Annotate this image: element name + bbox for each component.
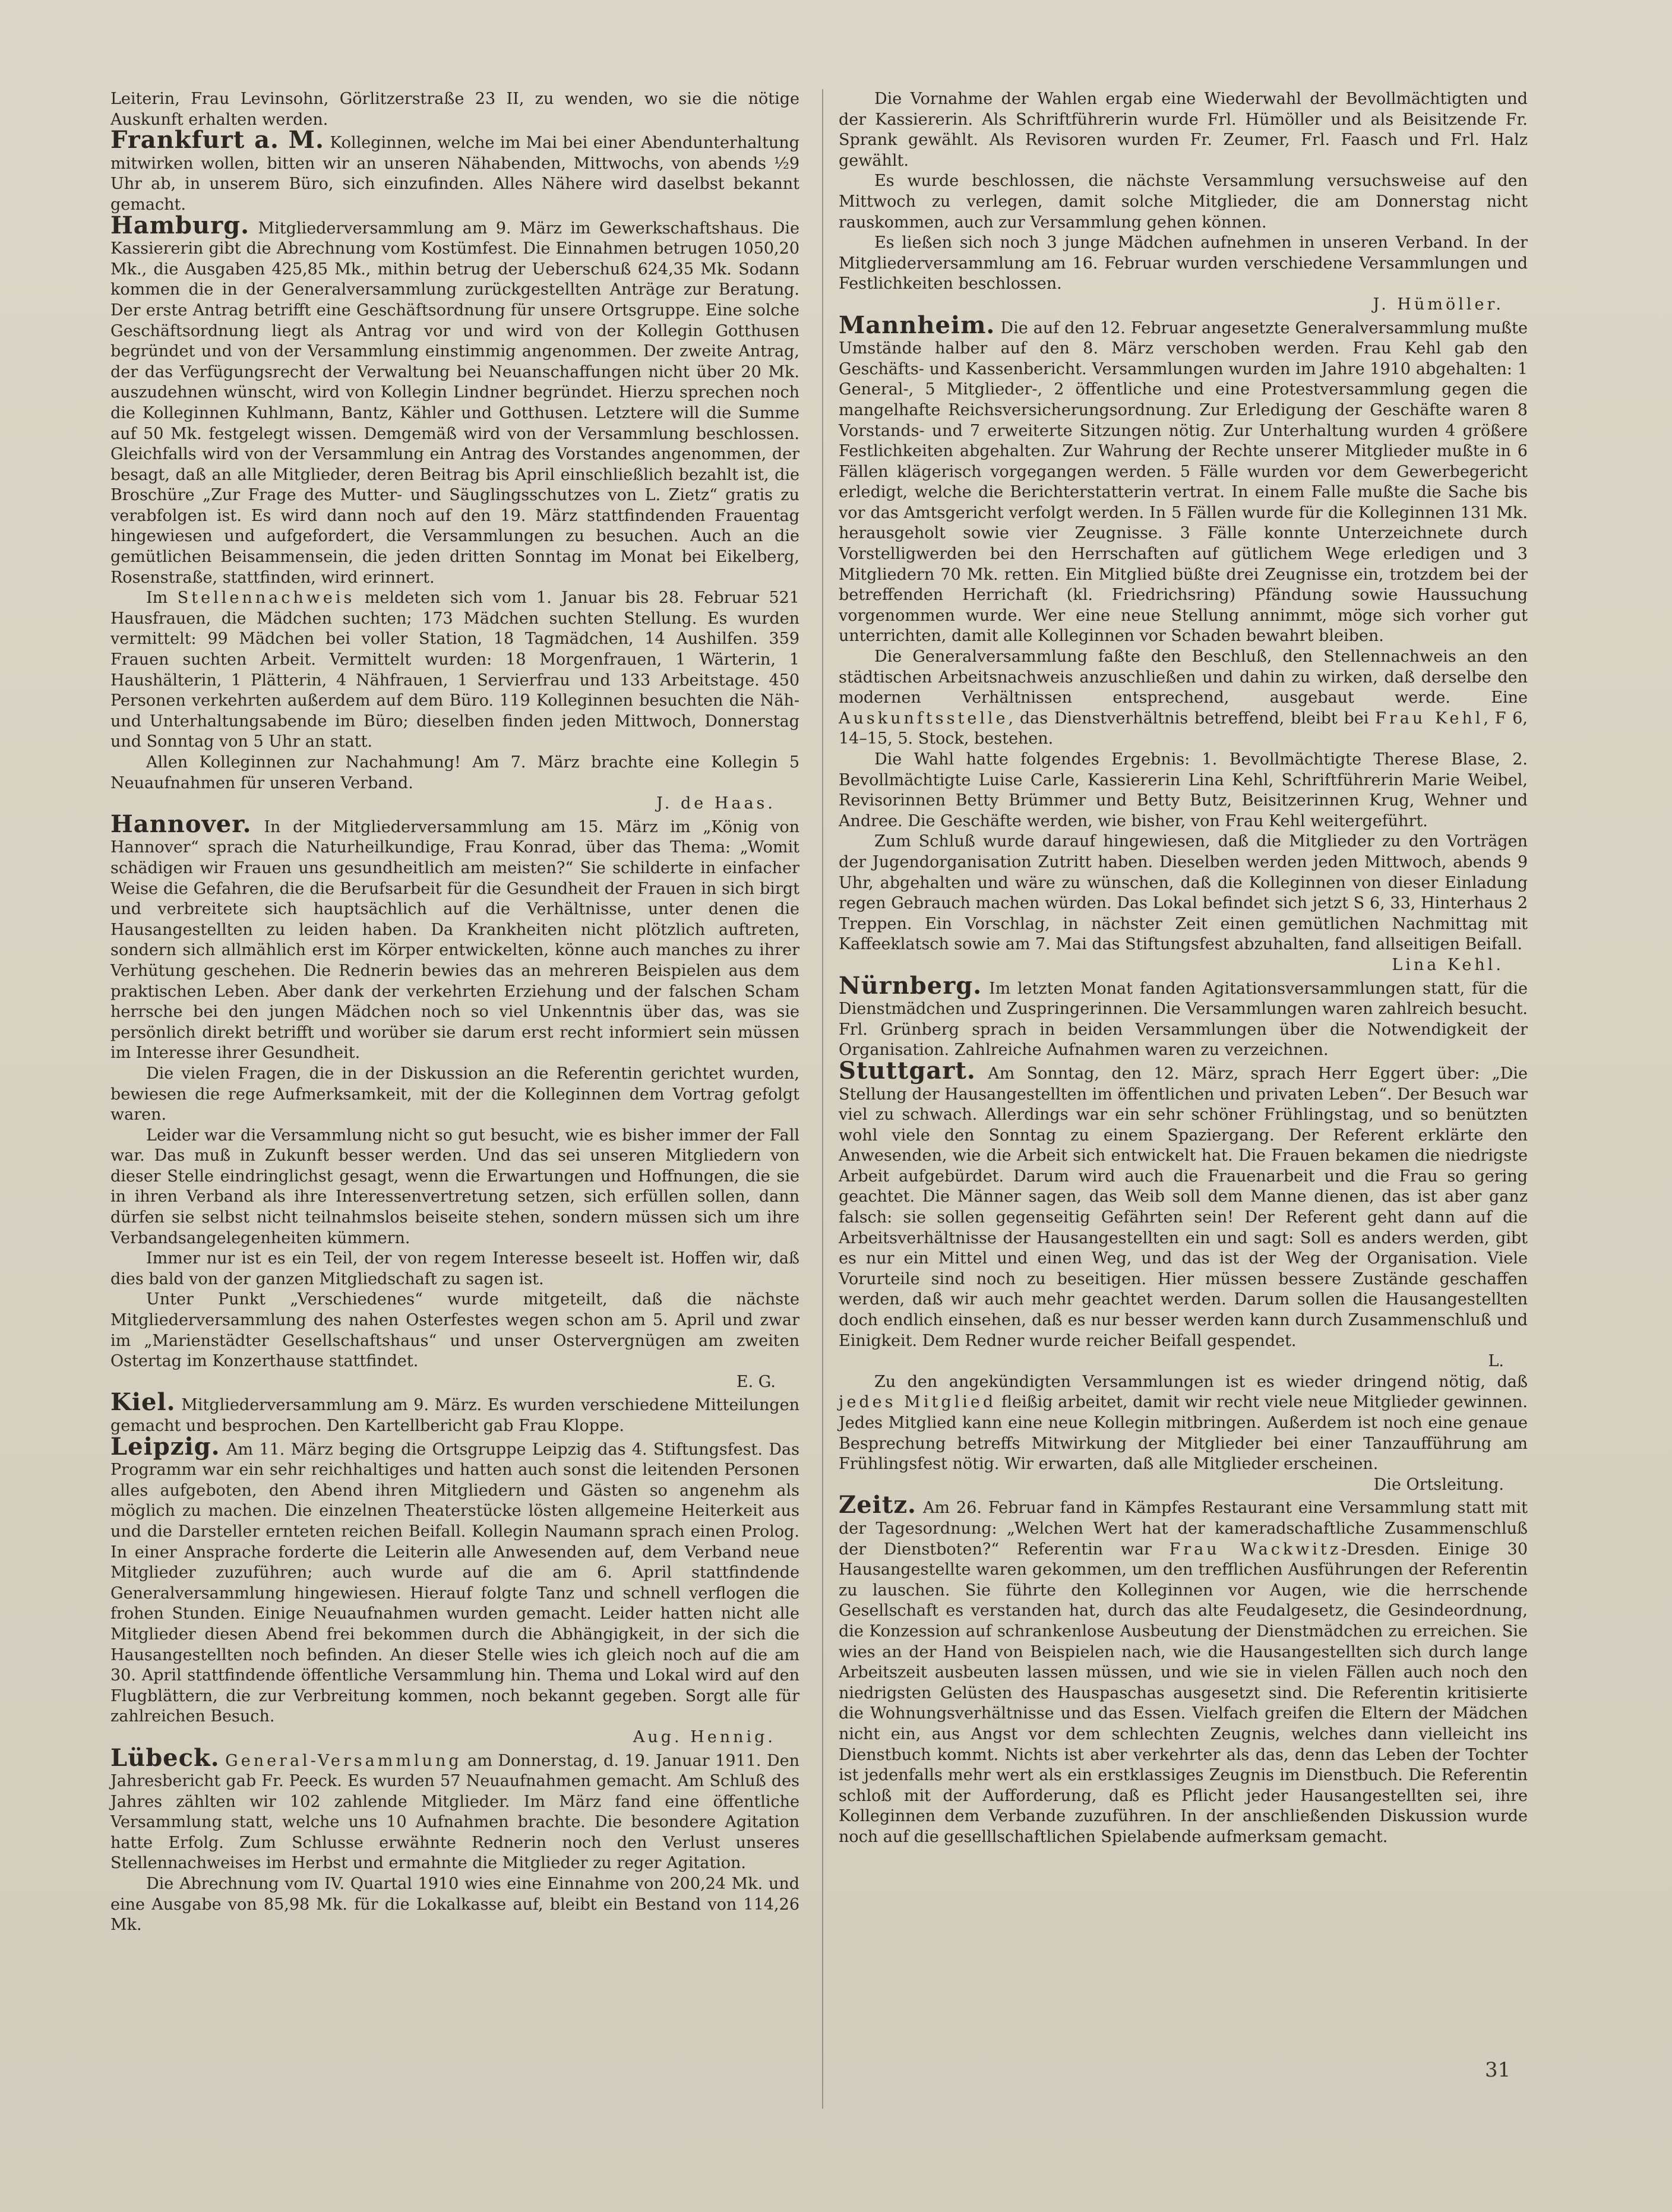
hannover-text: In der Mitgliederversammlung am 15. März im „König von Hannover“ sprach die Naturheilkundige, Frau Konrad, über das Thema: „Womit schädigen wir Frauen uns gesundheitlich am meisten?“ Sie schilderte in einfacher Weise die Gefahren, die die Berufsarbeit für die Gesundheit der Frauen in sich birgt und verbreitete sich hauptsächlich auf die Verhältnisse, unter denen die Hausangestellten zu leiden haben. Da Krankheiten nicht plötzlich auftreten, sondern sich allmählich erst im Körper entwickelten, könne auch manches zu ihrer Verhütung geschehen. Die Rednerin bewies das an mehreren Beispielen aus dem praktischen Leben. Aber dank der verkehrten Erziehung und der falschen Scham herrsche bei den jungen Mädchen noch so viel Unkenntnis über das, was sie persönlich direkt betrifft und worüber sie darum erst recht informiert sein müssen im Interesse ihrer Gesundheit. bbox=[110, 817, 799, 1063]
hamburg-stelle-text: meldeten sich vom 1. Januar bis 28. Februar 521 Hausfrauen, die Mädchen suchten; 173 Mädchen suchten Stellung. Es wurden vermittelt: 99 Mädchen bei voller Station, 18 Tagmädchen, 14 Aushilfen. 359 Frauen suchten Arbeit. Vermittelt wurden: 18 Morgenfrauen, 1 Wärterin, 1 Haushälterin, 1 Plätterin, 4 Nähfrauen, 1 Servierfrau und 133 Arbeitstage. 450 Personen verkehrten außerdem auf dem Büro. 119 Kolleginnen besuchten die Näh- und Unterhaltungsabende im Büro; dieselben finden jeden Mittwoch, Donnerstag und Sonntag von 5 Uhr an statt. bbox=[110, 589, 799, 751]
left-column bbox=[110, 89, 799, 1936]
mannheim-signature: Lina Kehl. bbox=[1392, 955, 1504, 974]
nuernberg-heading: Nürnberg. bbox=[839, 971, 982, 1000]
stellennachweis-spaced: Stellennachweis bbox=[177, 589, 355, 608]
luebeck-heading: Lübeck. bbox=[110, 1743, 220, 1772]
page-number: 31 bbox=[1485, 2058, 1511, 2082]
frankfurt-report bbox=[110, 126, 799, 215]
levinsohn-paragraph: Leiterin, Frau Levinsohn, Görlitzerstraße 23 II, zu wenden, wo sie die nötige Auskunft erhalten werden. bbox=[110, 90, 799, 129]
mannheim-paragraph-2 bbox=[839, 647, 1528, 750]
stuttgart-signature: L. bbox=[1488, 1352, 1504, 1371]
hannover-paragraph-5: Unter Punkt „Verschiedenes“ wurde mitgeteilt, daß die nächste Mitgliederversammlung des nahen Osterfestes wegen schon am 5. April und zwar im „Marienstädter Gesellschaftshaus“ und unser Ostervergnügen am zweiten Ostertag im Konzerthause stattfindet. bbox=[110, 1290, 799, 1371]
luebeck-text: am Donnerstag, d. 19. Januar 1911. Den Jahresbericht gab Fr. Peeck. Es wurden 57 Neuaufnahmen gemacht. Am Schluß des Jahres zählten wir 102 zahlende Mitglieder. Im März fand eine öffentliche Versammlung statt, welche uns 10 Aufnahmen brachte. Die besondere Agitation hatte Erfolg. Zum Schlusse erwähnte Rednerin noch den Verlust unseres Stellennachweises im Herbst und ermahnte die Mitglieder zu reger Agitation. bbox=[110, 1751, 799, 1873]
luebeck-report bbox=[110, 1743, 799, 1875]
leipzig-signature: Aug. Hennig. bbox=[633, 1727, 776, 1746]
right-column bbox=[839, 89, 1528, 1847]
mannheim-p2-c: , F 6, 14–15, 5. Stock, bestehen. bbox=[839, 709, 1528, 748]
stuttgart-p2-b: fleißig arbeitet, damit wir recht viele neue Mitglieder gewinnen. Jedes Mitglied kann eine neue Kollegin mitbringen. Außerdem ist noch eine genaue Besprechung betreffs Mitwirkung der Mitglieder bei einer Tanzaufführung am Frühlingsfest nötig. Wir erwarten, daß alle Mitglieder erscheinen. bbox=[839, 1393, 1528, 1474]
hamburg-report bbox=[110, 211, 799, 589]
frankfurt-heading: Frankfurt a. M. bbox=[110, 126, 324, 154]
hamburg-stelle-intro: Im bbox=[146, 589, 168, 608]
frankfurt-text: Kolleginnen, welche im Mai bei einer Abendunterhaltung mitwirken wollen, bitten wir an unseren Nähabenden, Mittwochs, von abends ½9 Uhr ab, in unserem Büro, sich einzufinden. Alles Nähere wird daselbst bekannt gemacht. bbox=[110, 134, 799, 214]
zeitz-text-a: Am 26. Februar fand in Kämpfes Restaurant eine Versammlung statt mit der Tagesordnung: „Welchen Wert hat der kameradschaftliche Zusammenschluß der Dienstboten?“ Referentin war bbox=[839, 1499, 1528, 1559]
kiel-report bbox=[110, 1388, 799, 1436]
hannover-paragraph-4: Immer nur ist es ein Teil, der von regem Interesse beseelt ist. Hoffen wir, daß dies bald von der ganzen Mitgliedschaft zu sagen ist. bbox=[110, 1249, 799, 1288]
hannover-signature: E. G. bbox=[736, 1372, 776, 1391]
stuttgart-heading: Stuttgart. bbox=[839, 1056, 976, 1085]
hamburg-text: Mitgliederversammlung am 9. März im Gewerkschaftshaus. Die Kassiererin gibt die Abrechnung vom Kostümfest. Die Einnahmen betrugen 1050,20 Mk., die Ausgaben 425,85 Mk., mithin betrug der Ueberschuß 624,35 Mk. Sodann kommen die in der Generalversammlung zurückgestellten Anträge zur Beratung. Der erste Antrag betrifft eine Geschäftsordnung für unsere Ortsgruppe. Eine solche Geschäftsordnung liegt als Antrag vor und wird von der Kollegin Gotthusen begründet und von der Versammlung einstimmig angenommen. Der zweite Antrag, der das Verfügungsrecht der Verwaltung bei Neuanschaffungen nicht über 20 Mk. auszudehnen wünscht, wird von Kollegin Lindner begründet. Hierzu sprechen noch die Kolleginnen Kuhlmann, Bantz, Kähler und Gotthusen. Letztere will die Summe auf 50 Mk. festgelegt wissen. Demgemäß wird von der Versammlung beschlossen. Gleichfalls wird von der Versammlung ein Antrag des Vorstandes angenommen, der besagt, daß an alle Mitglieder, deren Beitrag bis April einschließlich bezahlt ist, die Broschüre „Zur Frage des Mutter- und Säuglingsschutzes von L. Zietz“ gratis zu verabfolgen ist. Es wird dann noch auf den 19. März stattfindenden Frauentag hingewiesen und aufgefordert, die Versammlungen zu besuchen. Auch an die gemütlichen Beisammensein, die jeden dritten Sonntag im Monat bei Eikelberg, Rosenstraße, stattfinden, wird erinnert. bbox=[110, 219, 799, 587]
zeitz-heading: Zeitz. bbox=[839, 1491, 916, 1519]
kiel-text: Mitgliederversammlung am 9. März. Es wurden verschiedene Mitteilungen gemacht und besprochen. Den Kartellbericht gab Frau Kloppe. bbox=[110, 1396, 799, 1435]
mittwoch-paragraph: Es wurde beschlossen, die nächste Versammlung versuchsweise auf den Mittwoch zu verlegen, damit solche Mitglieder, die am Donnerstag nicht rauskommen, auch zur Versammlung gehen können. bbox=[839, 172, 1528, 232]
nuernberg-report bbox=[839, 971, 1528, 1061]
mannheim-report bbox=[839, 311, 1528, 647]
hannover-paragraph-2: Die vielen Fragen, die in der Diskussion an die Referentin gerichtet wurden, bewiesen die rege Aufmerksamkeit, mit der die Kolleginnen dem Vortrag gefolgt waren. bbox=[110, 1064, 799, 1124]
column-divider bbox=[822, 89, 823, 2109]
aufnahmen-paragraph: Es ließen sich noch 3 junge Mädchen aufnehmen in unseren Verband. In der Mitgliederversammlung am 16. Februar wurden verschiedene Versammlungen und Festlichkeiten beschlossen. bbox=[839, 233, 1528, 293]
mannheim-paragraph-4: Zum Schluß wurde darauf hingewiesen, daß die Mitglieder zu den Vorträgen der Jugendorganisation Zutritt haben. Dieselben werden jeden Mittwoch, abends 9 Uhr, abgehalten und wäre zu wünschen, daß die Kolleginnen von dieser Einladung regen Gebrauch machen würden. Das Lokal befindet sich jetzt S 6, 33, Hinterhaus 2 Treppen. Ein Vorschlag, in nächster Zeit einen gemütlichen Nachmittag mit Kaffeeklatsch sowie am 7. Mai das Stiftungsfest abzuhalten, fand allseitigen Beifall. bbox=[839, 832, 1528, 954]
huemoeller-signature: J. Hümöller. bbox=[1373, 295, 1504, 314]
leipzig-report bbox=[110, 1432, 799, 1727]
stuttgart-report bbox=[839, 1056, 1528, 1351]
wackwitz-spaced: Frau Wackwitz bbox=[1169, 1540, 1342, 1559]
mannheim-p2-a: Die Generalversammlung faßte den Beschluß, den Stellennachweis an den städtischen Arbeitsnachweis anzuschließen und dahin zu wirken, daß derselbe den modernen Verhältnissen entsprechend, ausgebaut werde. Eine bbox=[839, 647, 1528, 707]
auskunftsstelle-spaced: Auskunftsstelle bbox=[839, 709, 1009, 728]
hannover-report bbox=[110, 810, 799, 1064]
stuttgart-paragraph-2 bbox=[839, 1372, 1528, 1475]
hamburg-closing: Allen Kolleginnen zur Nachahmung! Am 7. März brachte eine Kollegin 5 Neuaufnahmen für unseren Verband. bbox=[110, 753, 799, 792]
hamburg-signature: J. de Haas. bbox=[656, 794, 776, 813]
hannover-heading: Hannover. bbox=[110, 810, 252, 838]
stuttgart-p2-a: Zu den angekündigten Versammlungen ist es wieder dringend nötig, daß bbox=[874, 1372, 1528, 1391]
leipzig-heading: Leipzig. bbox=[110, 1432, 220, 1461]
mannheim-paragraph-3: Die Wahl hatte folgendes Ergebnis: 1. Bevollmächtigte Therese Blase, 2. Bevollmächtigte Luise Carle, Kassiererin Lina Kehl, Schriftführerin Marie Weibel, Revisorinnen Betty Brümmer und Betty Butz, Beisitzerinnen Krug, Wehner und Andree. Die Geschäfte werden, wie bisher, von Frau Kehl weitergeführt. bbox=[839, 750, 1528, 830]
frau-kehl-spaced: Frau Kehl bbox=[1375, 709, 1484, 728]
hamburg-heading: Hamburg. bbox=[110, 211, 250, 239]
hannover-paragraph-3: Leider war die Versammlung nicht so gut besucht, wie es bisher immer der Fall war. Das muß in Zukunft besser werden. Und das sei unseren Mitgliedern von dieser Stelle eindringlichst gesagt, wenn die Erwartungen und Hoffnungen, die sie in ihren Verband als ihre Interessenvertretung setzen, sich erfüllen sollen, dann dürfen sie selbst nicht teilnahmslos beiseite stehen, sondern müssen sich um ihre Verbandsangelegenheiten kümmern. bbox=[110, 1126, 799, 1247]
zeitz-report bbox=[839, 1491, 1528, 1847]
kiel-heading: Kiel. bbox=[110, 1388, 176, 1417]
leipzig-text: Am 11. März beging die Ortsgruppe Leipzig das 4. Stiftungsfest. Das Programm war ein sehr reichhaltiges und hatten auch sonst die leitenden Personen alles aufgeboten, den Abend ihren Mitgliedern und Gästen so angenehm als möglich zu machen. Die einzelnen Theaterstücke lösten allgemeine Heiterkeit aus und die Darsteller ernteten reichen Beifall. Kollegin Naumann sprach einen Prolog. In einer Ansprache forderte die Leiterin alle Anwesenden auf, dem Verband neue Mitglieder zuzuführen; auch wurde auf die am 6. April stattfindende Generalversammlung hingewiesen. Hierauf folgte Tanz und schnell verflogen die frohen Stunden. Einige Neuaufnahmen wurden gemacht. Leider hatten nicht alle Mitglieder diesen Abend frei bekommen durch die Abhängigkeit, in der sich die Hausangestellten noch befinden. An dieser Stelle wies ich gleich noch auf die am 30. April stattfindende öffentliche Versammlung hin. Thema und Lokal wird auf den Flugblättern, die zur Verbreitung kommen, noch bekannt gegeben. Sorgt alle für zahlreichen Besuch. bbox=[110, 1440, 799, 1726]
mannheim-heading: Mannheim. bbox=[839, 311, 995, 339]
ortsleitung-signature: Die Ortsleitung. bbox=[1373, 1475, 1504, 1494]
luebeck-paragraph-2: Die Abrechnung vom IV. Quartal 1910 wies eine Einnahme von 200,24 Mk. und eine Ausgabe von 85,98 Mk. für die Lokalkasse auf, bleibt ein Bestand von 114,26 Mk. bbox=[110, 1875, 799, 1935]
nuernberg-text: Im letzten Monat fanden Agitationsversammlungen statt, für die Dienstmädchen und Zuspringerinnen. Die Versammlungen waren zahlreich besucht. Frl. Grünberg sprach in beiden Versammlungen über die Notwendigkeit der Organisation. Zahlreiche Aufnahmen waren zu verzeichnen. bbox=[839, 979, 1528, 1060]
mannheim-text: Die auf den 12. Februar angesetzte Generalversammlung mußte Umstände halber auf den 8. März verschoben werden. Frau Kehl gab den Geschäfts- und Kassenbericht. Versammlungen wurden im Jahre 1910 abgehalten: 1 General-, 5 Mitglieder-, 2 öffentliche und eine Protestversammlung gegen die mangelhafte Reichsversicherungsordnung. Zur Erledigung der Geschäfte waren 8 Vorstands- und 7 erweiterte Sitzungen nötig. Zur Unterhaltung wurden 4 größere Festlichkeiten abgehalten. Zur Wahrung der Rechte unserer Mitglieder mußte in 6 Fällen klägerisch vorgegangen werden. 5 Fälle wurden vor dem Gewerbegericht erledigt, welche die Berichterstatterin vertrat. In einem Falle mußte die Sache bis vor das Amtsgericht verfolgt werden. In 5 Fällen wurde für die Kolleginnen 131 Mk. herausgeholt sowie vier Zeugnisse. 3 Fälle konnte Unterzeichnete durch Vorstelligwerden bei den Herrschaften auf gütlichem Wege erledigen und 3 Mitgliedern 70 Mk. retten. Ein Mitglied büßte drei Zeugnisse ein, trotzdem bei der betreffenden Herrichaft (kl. Friedrichsring) Pfändung sowie Haussuchung vorgenommen wurde. Wer eine neue Stellung annimmt, möge sich vorher gut unterrichten, damit alle Kolleginnen vor Schaden bewahrt bleiben. bbox=[839, 318, 1528, 646]
mannheim-p2-b: , das Dienstverhältnis betreffend, bleibt bei bbox=[1008, 709, 1369, 728]
luebeck-generalversammlung: General-Versammlung bbox=[225, 1751, 462, 1770]
zeitz-text-b: -Dresden. Einige 30 Hausangestellte waren gekommen, um den trefflichen Ausführungen der Referentin zu lauschen. Sie führte den Kolleginnen vor Augen, wie die herrschende Gesellschaft es verstanden hat, durch das alte Feudalgesetz, die Gesindeordnung, die Konzession auf schrankenlose Ausbeutung der Dienstmädchen zu erreichen. Sie wies an der Hand von Beispielen nach, wie die Hausangestellten sich durch lange Arbeitszeit ausbeuten lassen müssen, und wie sie in vielen Fällen auch noch den niedrigsten Gelüsten des Hauspaschas ausgesetzt sind. Die Referentin kritisierte die Wohnungsverhältnisse und das Essen. Vielfach greifen die Eltern der Mädchen nicht ein, aus Angst vor dem schlechten Zeugnis, welches dann vielleicht ins Dienstbuch kommt. Nichts ist aber verkehrter als das, denn das Leben der Tochter ist jedenfalls mehr wert als ein erstklassiges Zeugnis im Dienstbuch. Die Referentin schloß mit der Aufforderung, daß es Pflicht jeder Hausangestellten sei, ihre Kolleginnen dem Verbande zuzuführen. In der anschließenden Diskussion wurde noch auf die geselllschaftlichen Spielabende aufmerksam gemacht. bbox=[839, 1540, 1528, 1846]
stuttgart-text: Am Sonntag, den 12. März, sprach Herr Eggert über: „Die Stellung der Hausangestellten im öffentlichen und privaten Leben“. Der Besuch war viel zu schwach. Allerdings war ein sehr schöner Frühlingstag, und so benützten wohl viele den Sonntag zu einem Spaziergang. Der Referent erklärte den Anwesenden, wie die Arbeit sich entwickelt hat. Die Frauen bekamen die niedrigste Arbeit aufgebürdet. Darum wird auch die Frauenarbeit und die Frau so gering geachtet. Die Männer sagen, das Weib soll dem Manne dienen, das ist aber ganz falsch: sie sollen gegenseitig Gefährten sein! Der Referent geht dann auf die Arbeitsverhältnisse der Hausangestellten ein und sagt: Soll es anders werden, gibt es nur ein Mittel und einen Weg, und das ist der Weg der Organisation. Viele Vorurteile sind noch zu beseitigen. Hier müssen bessere Zustände geschaffen werden, daß wir auch mehr geachtet werden. Darum sollen die Hausangestellten doch endlich einsehen, daß es nur besser werden kann durch Zusammenschluß und Einigkeit. Dem Redner wurde reicher Beifall gespendet. bbox=[839, 1064, 1528, 1350]
jedes-mitglied-spaced: jedes Mitglied bbox=[839, 1393, 997, 1412]
wahlen-paragraph: Die Vornahme der Wahlen ergab eine Wiederwahl der Bevollmächtigten und der Kassiererin. Als Schriftführerin wurde Frl. Hümöller und als Beisitzende Fr. Sprank gewählt. Als Revisoren wurden Fr. Zeumer, Frl. Faasch und Frl. Halz gewählt. bbox=[839, 90, 1528, 170]
hamburg-stellennachweis bbox=[110, 588, 799, 753]
